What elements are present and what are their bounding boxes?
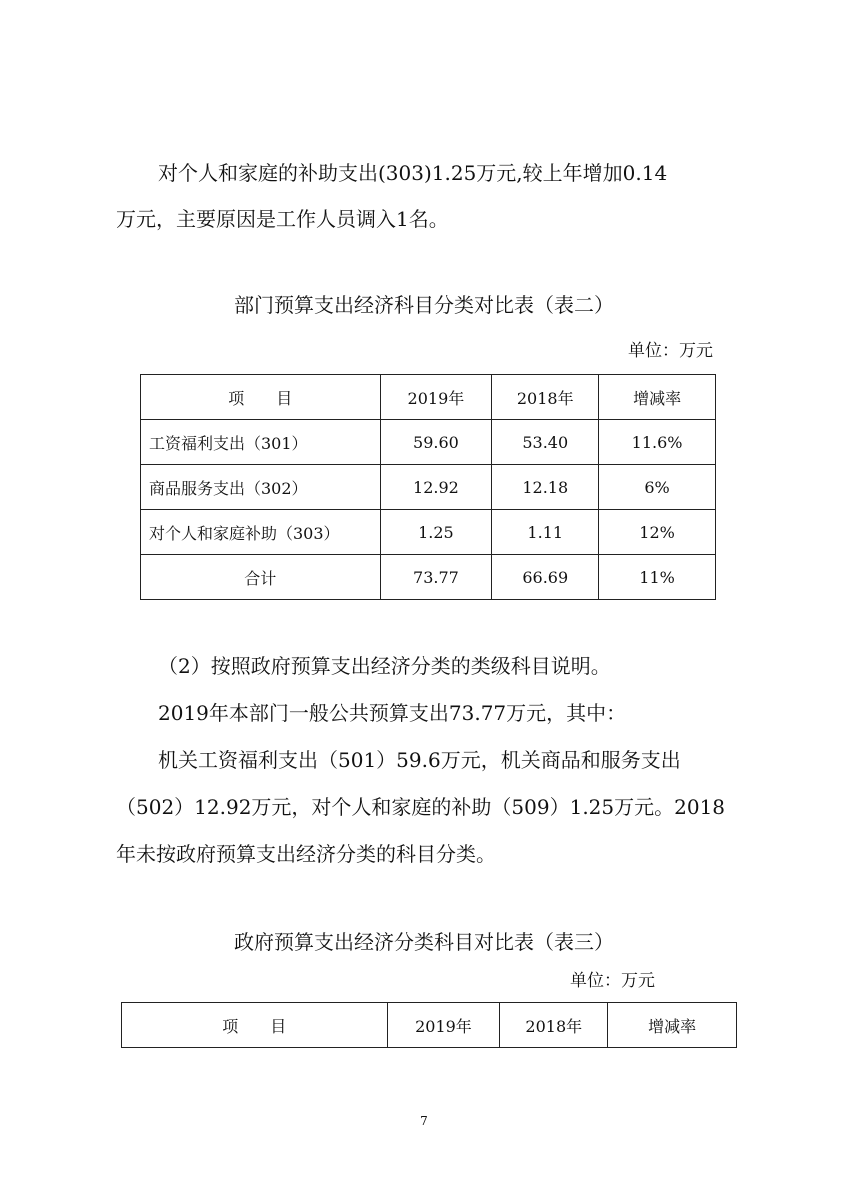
section2-para2-line1: 机关工资福利支出（501）59.6万元，机关商品和服务支出 [158,748,681,772]
cell-rate: 12% [599,510,716,555]
table-row [141,465,716,510]
table-header-row [141,375,716,420]
page-number: 7 [420,1114,428,1128]
cell-2019: 73.77 [380,555,492,600]
table2 [140,374,716,600]
section2-para2-line3: 年未按政府预算支出经济分类的科目分类。 [116,842,496,866]
intro-line-2: 万元，主要原因是工作人员调入1名。 [116,207,449,231]
table-header-row [122,1003,737,1048]
cell-rate: 6% [599,465,716,510]
header-cell-2018: 2018年 [492,375,599,420]
table3-unit: 单位：万元 [570,971,655,991]
cell-2018: 66.69 [492,555,599,600]
section2-para1: 2019年本部门一般公共预算支出73.77万元，其中： [158,701,627,725]
header-cell-rate: 增减率 [599,375,716,420]
table2-unit: 单位：万元 [628,341,713,361]
cell-2018: 53.40 [492,420,599,465]
table3-title: 政府预算支出经济分类科目对比表（表三） [234,930,614,954]
section2-para2-line2: （502）12.92万元，对个人和家庭的补助（509）1.25万元。2018 [116,795,726,819]
table-row [141,510,716,555]
table-total-row [141,555,716,600]
table3 [121,1002,737,1048]
cell-2018: 1.11 [492,510,599,555]
header-cell-item: 项 目 [141,375,381,420]
row-label: 对个人和家庭补助（303） [141,510,381,555]
cell-rate: 11.6% [599,420,716,465]
cell-rate: 11% [599,555,716,600]
section2-heading: （2）按照政府预算支出经济分类的类级科目说明。 [158,654,611,678]
header-cell-2018: 2018年 [500,1003,608,1048]
cell-2019: 1.25 [380,510,492,555]
cell-2019: 12.92 [380,465,492,510]
table2-title: 部门预算支出经济科目分类对比表（表二） [234,293,614,317]
row-label-total: 合计 [141,555,381,600]
header-cell-rate: 增减率 [608,1003,737,1048]
row-label: 工资福利支出（301） [141,420,381,465]
header-cell-2019: 2019年 [380,375,492,420]
table-row [141,420,716,465]
header-cell-2019: 2019年 [387,1003,500,1048]
header-cell-item: 项 目 [122,1003,388,1048]
intro-line-1: 对个人和家庭的补助支出(303)1.25万元,较上年增加0.14 [158,161,668,185]
cell-2018: 12.18 [492,465,599,510]
row-label: 商品服务支出（302） [141,465,381,510]
cell-2019: 59.60 [380,420,492,465]
